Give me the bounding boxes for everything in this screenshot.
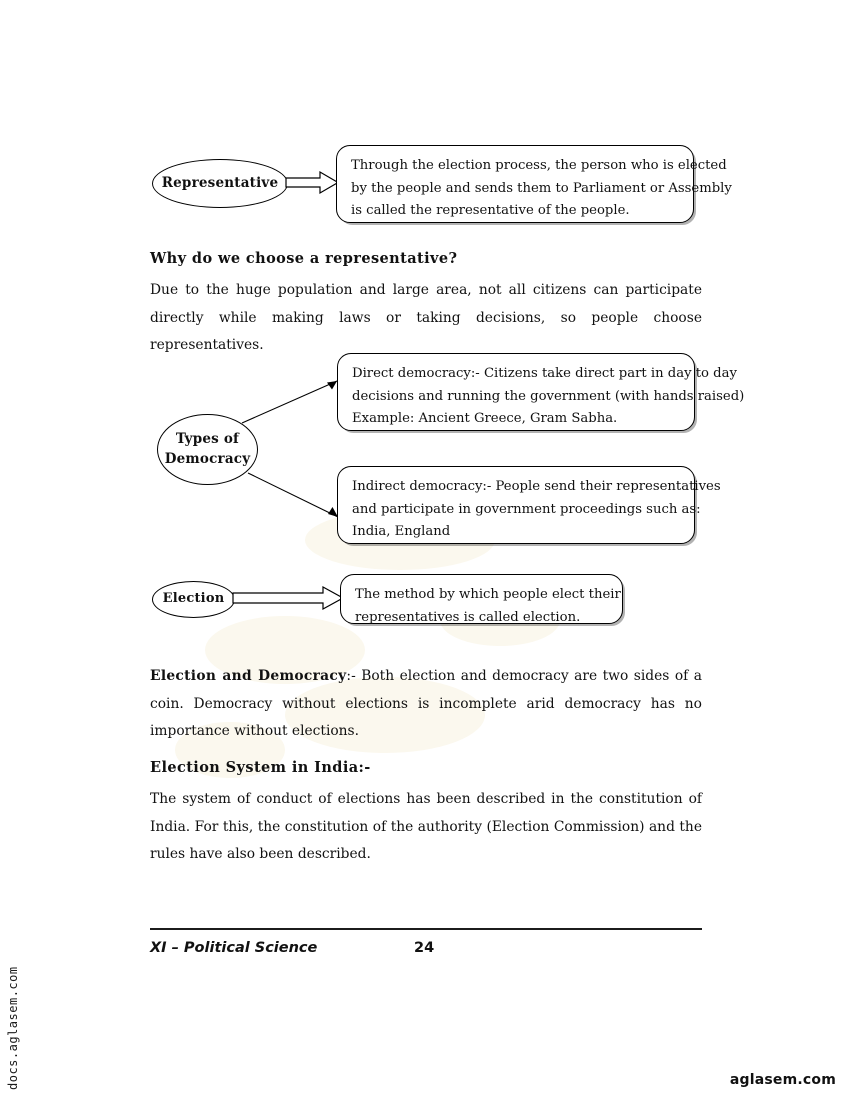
footer-page-number: 24 bbox=[414, 940, 435, 956]
paragraph-election-system-in-india: The system of conduct of elections has been described in the constitution of India. For this, the constitution of the authority (Election Commission) and the rules have also been described. bbox=[150, 791, 702, 863]
node-election bbox=[152, 581, 235, 618]
heading-why-representative: Why do we choose a representative? bbox=[150, 250, 458, 267]
callout-direct-democracy-line-1: Direct democracy:- Citizens take direct part in day to day bbox=[352, 366, 737, 381]
callout-direct-democracy bbox=[337, 353, 745, 431]
node-representative-label: Representative bbox=[161, 174, 279, 191]
footer-subject-title: XI – Political Science bbox=[150, 940, 318, 956]
heading-election-system-in-india: Election System in India:- bbox=[150, 759, 371, 776]
callout-representative-line-2: by the people and sends them to Parliament or Assembly bbox=[351, 180, 732, 196]
callout-indirect-democracy bbox=[337, 466, 721, 544]
callout-election-line-1: The method by which people elect their bbox=[355, 587, 621, 602]
arrow-election-to-callout bbox=[233, 586, 345, 612]
heading-election-and-democracy: Election and Democracy bbox=[150, 668, 347, 684]
paragraph-election-and-democracy bbox=[150, 663, 702, 746]
callout-direct-democracy-line-2: decisions and running the government (with hands raised) bbox=[352, 388, 745, 404]
callout-indirect-democracy-line-3: India, England bbox=[352, 524, 451, 540]
node-representative bbox=[152, 159, 288, 208]
callout-indirect-democracy-line-2: and participate in government proceedings such as: bbox=[352, 501, 701, 517]
side-watermark-docs-aglasem: docs.aglasem.com bbox=[6, 966, 20, 1090]
node-election-label: Election bbox=[162, 591, 225, 607]
callout-indirect-democracy-line-1: Indirect democracy:- People send their representatives bbox=[352, 479, 721, 494]
arrow-representative-to-callout bbox=[286, 170, 340, 198]
arrow-types-to-indirect-democracy bbox=[246, 470, 344, 522]
callout-election-line-2: representatives is called election. bbox=[355, 609, 581, 625]
brand-watermark-aglasem: aglasem.com bbox=[729, 1072, 836, 1088]
node-types-of-democracy-label-line2: Democracy bbox=[164, 450, 251, 467]
node-types-of-democracy bbox=[157, 414, 258, 485]
callout-representative-line-3: is called the representative of the people. bbox=[351, 203, 630, 219]
callout-election bbox=[340, 574, 623, 624]
paragraph-election-and-democracy-body: :- Both election and democracy are two sides of a coin. Democracy without elections is incomplete arid democracy has no importance without elections. bbox=[150, 668, 702, 740]
callout-representative bbox=[336, 145, 732, 223]
footer-divider bbox=[150, 928, 702, 930]
callout-representative-line-1: Through the election process, the person who is elected bbox=[351, 158, 727, 173]
arrow-types-to-direct-democracy bbox=[240, 375, 345, 425]
callout-direct-democracy-line-3: Example: Ancient Greece, Gram Sabha. bbox=[352, 411, 618, 427]
paragraph-why-representative: Due to the huge population and large area, not all citizens can participate directly while making laws or taking decisions, so people choose representatives. bbox=[150, 282, 702, 354]
node-types-of-democracy-label-line1: Types of bbox=[175, 430, 240, 447]
